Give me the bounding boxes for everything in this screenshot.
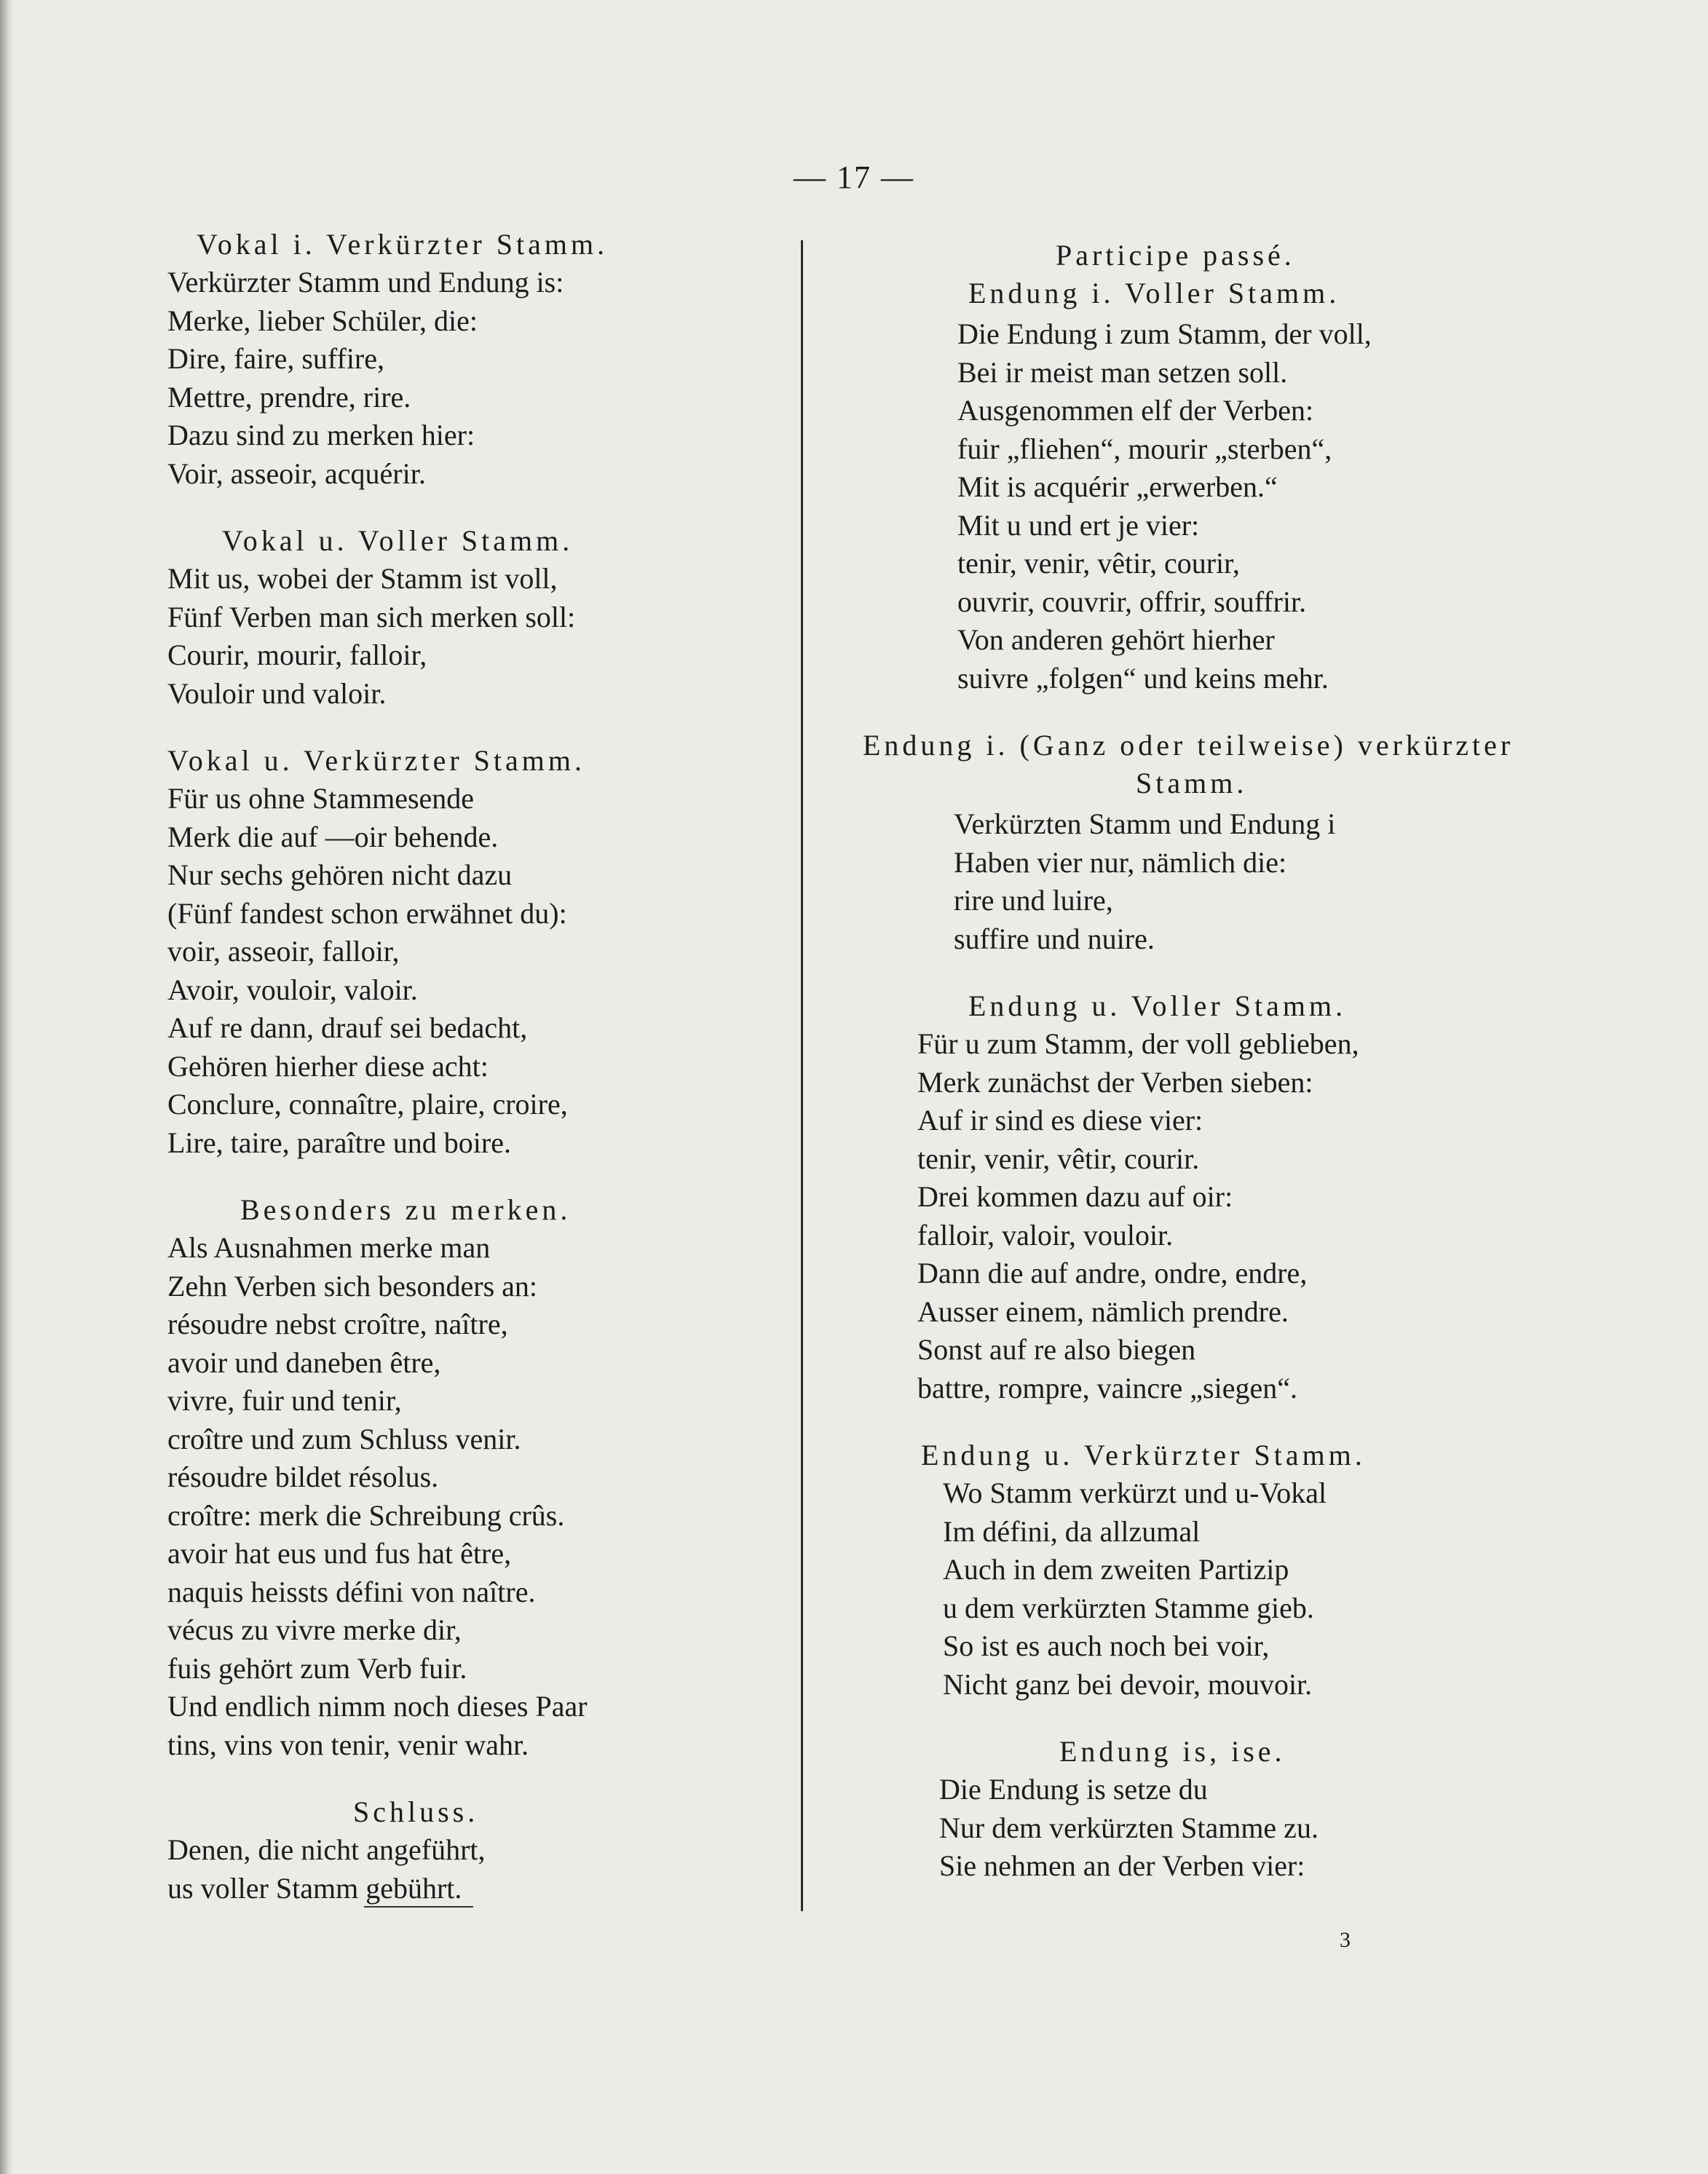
verse-line: Fünf Verben man sich merken soll:: [167, 600, 576, 633]
verse-line: Merke, lieber Schüler, die:: [167, 304, 478, 337]
section-subheading: Stamm.: [1136, 767, 1248, 799]
verse-line: Mit u und ert je vier:: [957, 508, 1200, 542]
verse-line: Gehören hierher diese acht:: [167, 1049, 489, 1083]
verse-line: (Fünf fandest schon erwähnet du):: [167, 896, 567, 930]
verse-line: résoudre bildet résolus.: [167, 1460, 439, 1493]
verse-line: vivre, fuir und tenir,: [167, 1384, 402, 1417]
poem-section: [852, 1733, 1580, 1886]
verse-line: Auch in dem zweiten Partizip: [943, 1553, 1289, 1586]
verse-line: Von anderen gehört hierher: [957, 623, 1275, 656]
verse-line: Courir, mourir, falloir,: [167, 639, 427, 671]
verse-line: Ausgenommen elf der Verben:: [957, 394, 1314, 427]
verse-line: Merk die auf —oir behende.: [167, 820, 499, 853]
verse-line: Die Endung is setze du: [939, 1773, 1208, 1806]
verse-line: Drei kommen dazu auf oir:: [917, 1180, 1233, 1213]
poem-section: [852, 237, 1580, 697]
verse-line: Sie nehmen an der Verben vier:: [939, 1849, 1305, 1882]
verse-line: Conclure, connaître, plaire, croire,: [167, 1088, 568, 1120]
verse-line: Als Ausnahmen merke man: [167, 1231, 491, 1264]
verse-line: Sonst auf re also biegen: [917, 1333, 1196, 1366]
verse-line: Nur dem verkürzten Stamme zu.: [939, 1811, 1318, 1844]
section-heading: Endung u. Voller Stamm.: [968, 989, 1347, 1022]
verse-line: Vouloir und valoir.: [167, 676, 387, 710]
verse-line: battre, rompre, vaincre „siegen“.: [917, 1371, 1297, 1404]
verse-line: voir, asseoir, falloir,: [167, 935, 400, 968]
verse-line: Auf ir sind es diese vier:: [917, 1104, 1203, 1137]
verse-line: croître: merk die Schreibung crûs.: [167, 1498, 565, 1532]
verse-line: ouvrir, couvrir, offrir, souffrir.: [957, 585, 1307, 618]
verse-line: tenir, venir, vêtir, courir.: [917, 1142, 1200, 1175]
verse-line: suffire und nuire.: [954, 922, 1155, 955]
verse-line: avoir hat eus und fus hat être,: [167, 1537, 512, 1570]
poem-section: [167, 1191, 808, 1764]
verse-line: u dem verkürzten Stamme gieb.: [943, 1591, 1314, 1624]
verse-line: Auf re dann, drauf sei bedacht,: [167, 1011, 528, 1044]
verse-line: tenir, venir, vêtir, courir,: [957, 547, 1240, 580]
column-divider: [801, 240, 803, 1911]
verse-line: vécus zu vivre merke dir,: [167, 1613, 462, 1646]
verse-line: croître und zum Schluss venir.: [167, 1422, 521, 1455]
verse-line: Zehn Verben sich besonders an:: [167, 1269, 538, 1303]
verse-line: rire und luire,: [954, 884, 1113, 917]
verse-line: Dann die auf andre, ondre, endre,: [917, 1257, 1308, 1289]
verse-line: Die Endung i zum Stamm, der voll,: [957, 317, 1372, 350]
poem-section: [852, 727, 1580, 958]
signature-mark: 3: [1340, 1928, 1351, 1952]
verse-line: Mettre, prendre, rire.: [167, 380, 411, 414]
verse-line: Im défini, da allzumal: [943, 1514, 1201, 1548]
verse-line: Für us ohne Stammesende: [167, 782, 475, 815]
verse-line: Dire, faire, suffire,: [167, 342, 385, 375]
section-heading: Endung i. (Ganz oder teilweise) verkürzter: [863, 729, 1514, 762]
poem-section: [167, 1793, 808, 1908]
section-heading: Vokal u. Voller Stamm.: [222, 524, 574, 557]
verse-line: avoir und daneben être,: [167, 1345, 441, 1379]
end-rule: [364, 1906, 473, 1908]
verse-line: Bei ir meist man setzen soll.: [957, 355, 1288, 389]
left-column: [167, 226, 808, 1937]
poem-section: [167, 522, 808, 713]
verse-line: Lire, taire, paraître und boire.: [167, 1126, 511, 1159]
verse-line: So ist es auch noch bei voir,: [943, 1629, 1270, 1662]
section-heading: Endung is, ise.: [1059, 1735, 1286, 1768]
right-column: [852, 237, 1580, 1915]
section-subheading: Endung i. Voller Stamm.: [968, 277, 1340, 309]
poem-section: [167, 226, 808, 493]
verse-line: fuir „fliehen“, mourir „sterben“,: [957, 432, 1332, 465]
section-heading: Besonders zu merken.: [240, 1193, 572, 1226]
verse-line: Haben vier nur, nämlich die:: [954, 845, 1287, 879]
verse-line: suivre „folgen“ und keins mehr.: [957, 661, 1329, 695]
verse-line: Wo Stamm verkürzt und u-Vokal: [943, 1477, 1327, 1509]
verse-line: tins, vins von tenir, venir wahr.: [167, 1728, 529, 1761]
section-heading: Schluss.: [353, 1795, 479, 1828]
section-heading: Endung u. Verkürzter Stamm.: [921, 1439, 1366, 1471]
verse-line: Dazu sind zu merken hier:: [167, 419, 475, 451]
verse-line: résoudre nebst croître, naître,: [167, 1308, 508, 1340]
verse-line: falloir, valoir, vouloir.: [917, 1218, 1174, 1252]
verse-line: Für u zum Stamm, der voll geblieben,: [917, 1027, 1359, 1060]
verse-line: fuis gehört zum Verb fuir.: [167, 1651, 467, 1685]
verse-line: Verkürzten Stamm und Endung i: [954, 807, 1336, 840]
verse-line: Denen, die nicht angeführt,: [167, 1833, 486, 1866]
verse-line: Nicht ganz bei devoir, mouvoir.: [943, 1667, 1313, 1701]
verse-line: Voir, asseoir, acquérir.: [167, 456, 426, 490]
section-heading: Participe passé.: [1056, 239, 1295, 272]
verse-line: Nur sechs gehören nicht dazu: [167, 858, 513, 891]
page-number: — 17 —: [794, 159, 914, 195]
section-heading: Vokal i. Verkürzter Stamm.: [197, 228, 609, 261]
verse-line: Mit us, wobei der Stamm ist voll,: [167, 562, 558, 595]
section-heading: Vokal u. Verkürzter Stamm.: [167, 744, 586, 777]
verse-line: Avoir, vouloir, valoir.: [167, 973, 418, 1006]
verse-line: naquis heissts défini von naître.: [167, 1575, 536, 1608]
poem-section: [167, 742, 808, 1162]
verse-line: Und endlich nimm noch dieses Paar: [167, 1690, 588, 1723]
poem-section: [852, 1436, 1580, 1704]
verse-line: Merk zunächst der Verben sieben:: [917, 1065, 1313, 1099]
page-edge-shadow: [0, 0, 13, 2174]
verse-line: Mit is acquérir „erwerben.“: [957, 470, 1278, 503]
poem-section: [852, 987, 1580, 1407]
verse-line: Verkürzter Stamm und Endung is:: [167, 266, 564, 299]
verse-line: us voller Stamm gebührt.: [167, 1871, 462, 1905]
verse-line: Ausser einem, nämlich prendre.: [917, 1294, 1289, 1328]
